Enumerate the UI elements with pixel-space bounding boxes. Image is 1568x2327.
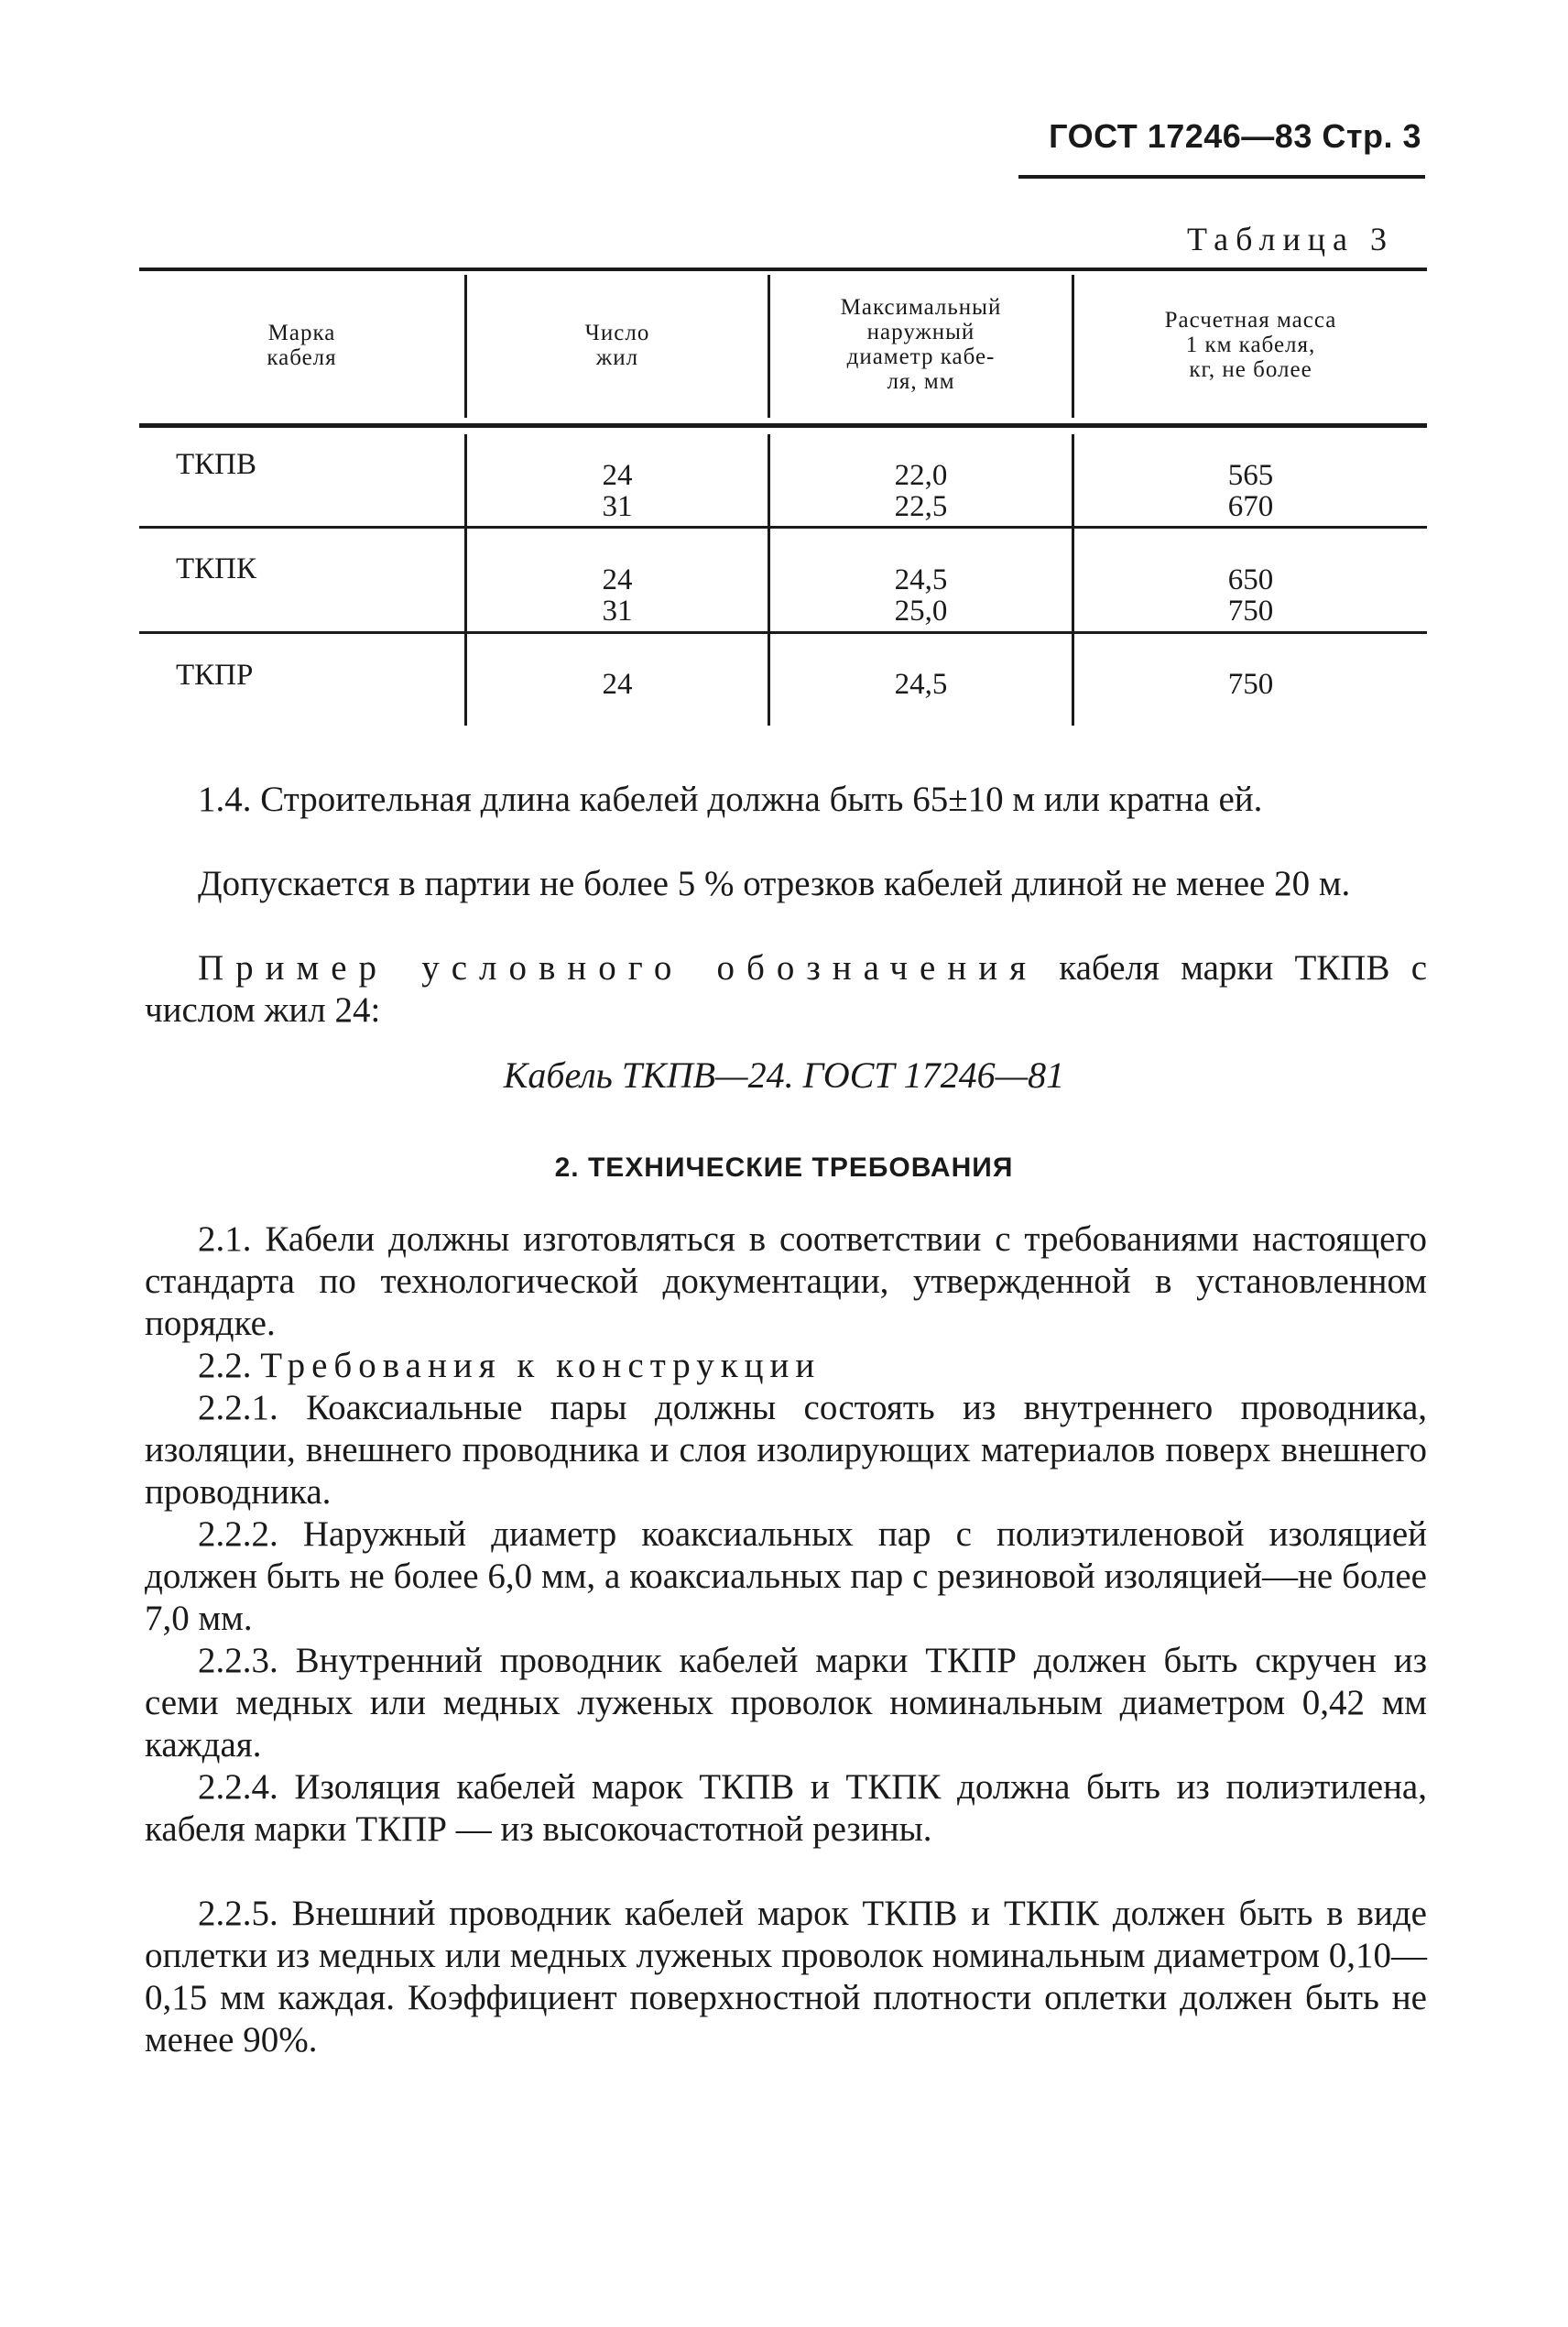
paragraph-2-2-4: 2.2.4. Изоляция кабелей марок ТКПВ и ТКПК должна быть из полиэтилена, кабеля марки ТКПР — из высокочастотной резины. [145,1767,1427,1849]
column-header-mass [1074,308,1427,382]
header-rule [1018,175,1425,179]
cell-mass [1074,669,1427,700]
cell-diameter [770,460,1072,522]
header-line: диаметр кабе- [846,344,996,369]
cell-value: 750 [1227,668,1274,701]
cell-value: 24 [602,563,633,596]
cable-table [139,268,1427,735]
paragraph-2-2-5: 2.2.5. Внешний проводник кабелей марок ТКПВ и ТКПК должен быть в виде оплетки из медных или медных луженых проволок номинальным диаметром 0,10—0,15 мм каждая. Коэффициент поверхностной плотности оплетки должен быть не менее 90%. [145,1894,1427,2059]
cell-cores [467,460,768,522]
header-line: жил [595,345,639,370]
table-row-divider [139,526,1427,529]
page-header: ГОСТ 17246—83 Стр. 3 [1049,117,1421,155]
cell-diameter [770,564,1072,627]
table-header-rule [139,423,1427,428]
clause-number: 2.2. [198,1346,252,1385]
table-row-divider [139,631,1427,634]
paragraph-2-2-1: 2.2.1. Коаксиальные пары должны состоять из внутреннего проводника, изоляции, внешнего проводника и слоя изолирующих материалов поверх внешнего проводника. [145,1388,1427,1512]
header-line: Марка [267,321,336,345]
cell-value: 24 [602,459,633,492]
paragraph-designation-example [145,947,1427,1032]
cell-diameter [770,669,1072,700]
column-header-diameter [770,295,1072,394]
cell-value: 24,5 [894,563,948,596]
paragraph-2-1: 2.1. Кабели должны изготовляться в соответствии с требованиями настоящего стандарта по технологической документации, утвержденной в установленном порядке. [145,1219,1427,1343]
header-line: кабеля [267,345,337,370]
header-line: 1 км кабеля, [1185,333,1316,357]
cell-value: 22,5 [894,490,948,523]
cell-value: 31 [602,490,633,523]
cell-value: 670 [1227,490,1274,523]
cell-brand: ТКПК [176,552,257,585]
cell-value: 24,5 [894,668,948,701]
header-line: Расчетная масса [1164,308,1337,333]
cell-cores [467,564,768,627]
spaced-lead: Пример условного обозначения [198,948,1039,988]
section-title: 2. ТЕХНИЧЕСКИЕ ТРЕБОВАНИЯ [554,1153,1014,1183]
cell-cores [467,669,768,700]
table-label: Таблица 3 [1187,221,1394,257]
column-header-cores [467,321,768,370]
clause-title: Требования к конструкции [260,1346,822,1385]
paragraph-2-2-2: 2.2.2. Наружный диаметр коаксиальных пар с полиэтиленовой изоляцией должен быть не более 6,0 мм, а коаксиальных пар с резиновой изоляцией—не более 7,0 мм. [145,1514,1427,1638]
paragraph-allowance: Допускается в партии не более 5 % отрезков кабелей длиной не менее 20 м. [198,864,1351,903]
cell-mass [1074,564,1427,627]
header-line: наружный [866,320,975,344]
cell-brand: ТКПВ [176,448,257,481]
paragraph-2-2 [145,1345,1427,1387]
cell-brand: ТКПР [176,659,254,692]
designation-example: Кабель ТКПВ—24. ГОСТ 17246—81 [503,1054,1065,1096]
cell-value: 565 [1227,459,1274,492]
cell-value: 25,0 [894,595,948,628]
header-line: Число [584,321,650,345]
cell-value: 750 [1227,595,1274,628]
paragraph-2-2-3: 2.2.3. Внутренний проводник кабелей марки ТКПР должен быть скручен из семи медных или медных луженых проволок номинальным диаметром 0,42 мм каждая. [145,1641,1427,1764]
header-line: кг, не более [1189,357,1312,382]
header-line: ля, мм [887,369,955,394]
cell-value: 22,0 [894,459,948,492]
header-line: Максимальный [840,295,1002,320]
table-top-rule [139,268,1427,271]
paragraph-1-4: 1.4. Строительная длина кабелей должна быть 65±10 м или кратна ей. [198,780,1263,819]
cell-mass [1074,460,1427,522]
column-header-brand [139,321,464,370]
cell-value: 24 [602,668,633,701]
lead-rest: кабеля марки ТКПВ с числом жил 24: [145,948,1428,1030]
cell-value: 650 [1227,563,1274,596]
cell-value: 31 [602,595,633,628]
